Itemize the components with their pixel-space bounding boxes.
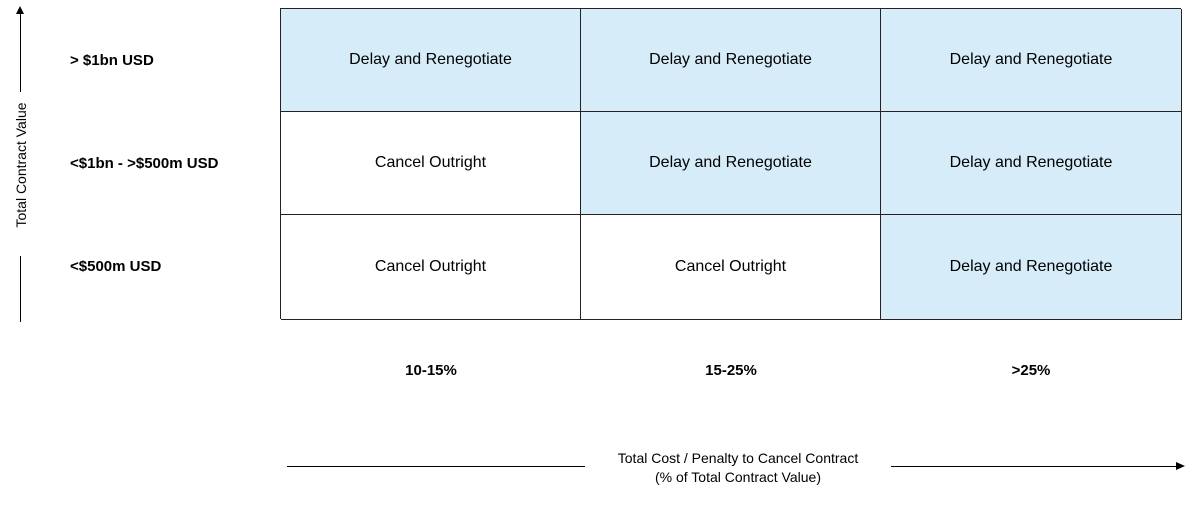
matrix-cell: Delay and Renegotiate <box>281 9 581 112</box>
x-axis-title-line1: Total Cost / Penalty to Cancel Contract <box>617 450 859 466</box>
x-axis-line-left <box>287 466 585 467</box>
matrix-cell: Delay and Renegotiate <box>581 112 881 215</box>
matrix-cell: Cancel Outright <box>281 112 581 215</box>
matrix-cell: Delay and Renegotiate <box>581 9 881 112</box>
row-label-over-1bn: > $1bn USD <box>70 52 154 69</box>
matrix-cell: Delay and Renegotiate <box>881 9 1182 112</box>
matrix-cell: Cancel Outright <box>281 215 581 320</box>
x-axis-title <box>590 449 886 487</box>
matrix-cell: Delay and Renegotiate <box>881 112 1182 215</box>
y-axis-title: Total Contract Value <box>13 102 29 228</box>
x-axis-title-line2: (% of Total Contract Value) <box>654 469 821 485</box>
x-axis-arrowhead-icon <box>1176 462 1185 470</box>
matrix-cell: Delay and Renegotiate <box>881 215 1182 320</box>
y-axis-line-top <box>20 10 21 92</box>
column-label-over-25: >25% <box>1011 362 1051 379</box>
row-label-under-500m: <$500m USD <box>70 258 162 275</box>
column-label-15-25: 15-25% <box>705 362 757 379</box>
row-label-500m-to-1bn: <$1bn - >$500m USD <box>70 155 219 172</box>
x-axis-line-right <box>891 466 1176 467</box>
decision-matrix <box>280 8 1181 319</box>
column-label-10-15: 10-15% <box>405 362 457 379</box>
y-axis-line-bottom <box>20 256 21 322</box>
matrix-cell: Cancel Outright <box>581 215 881 320</box>
